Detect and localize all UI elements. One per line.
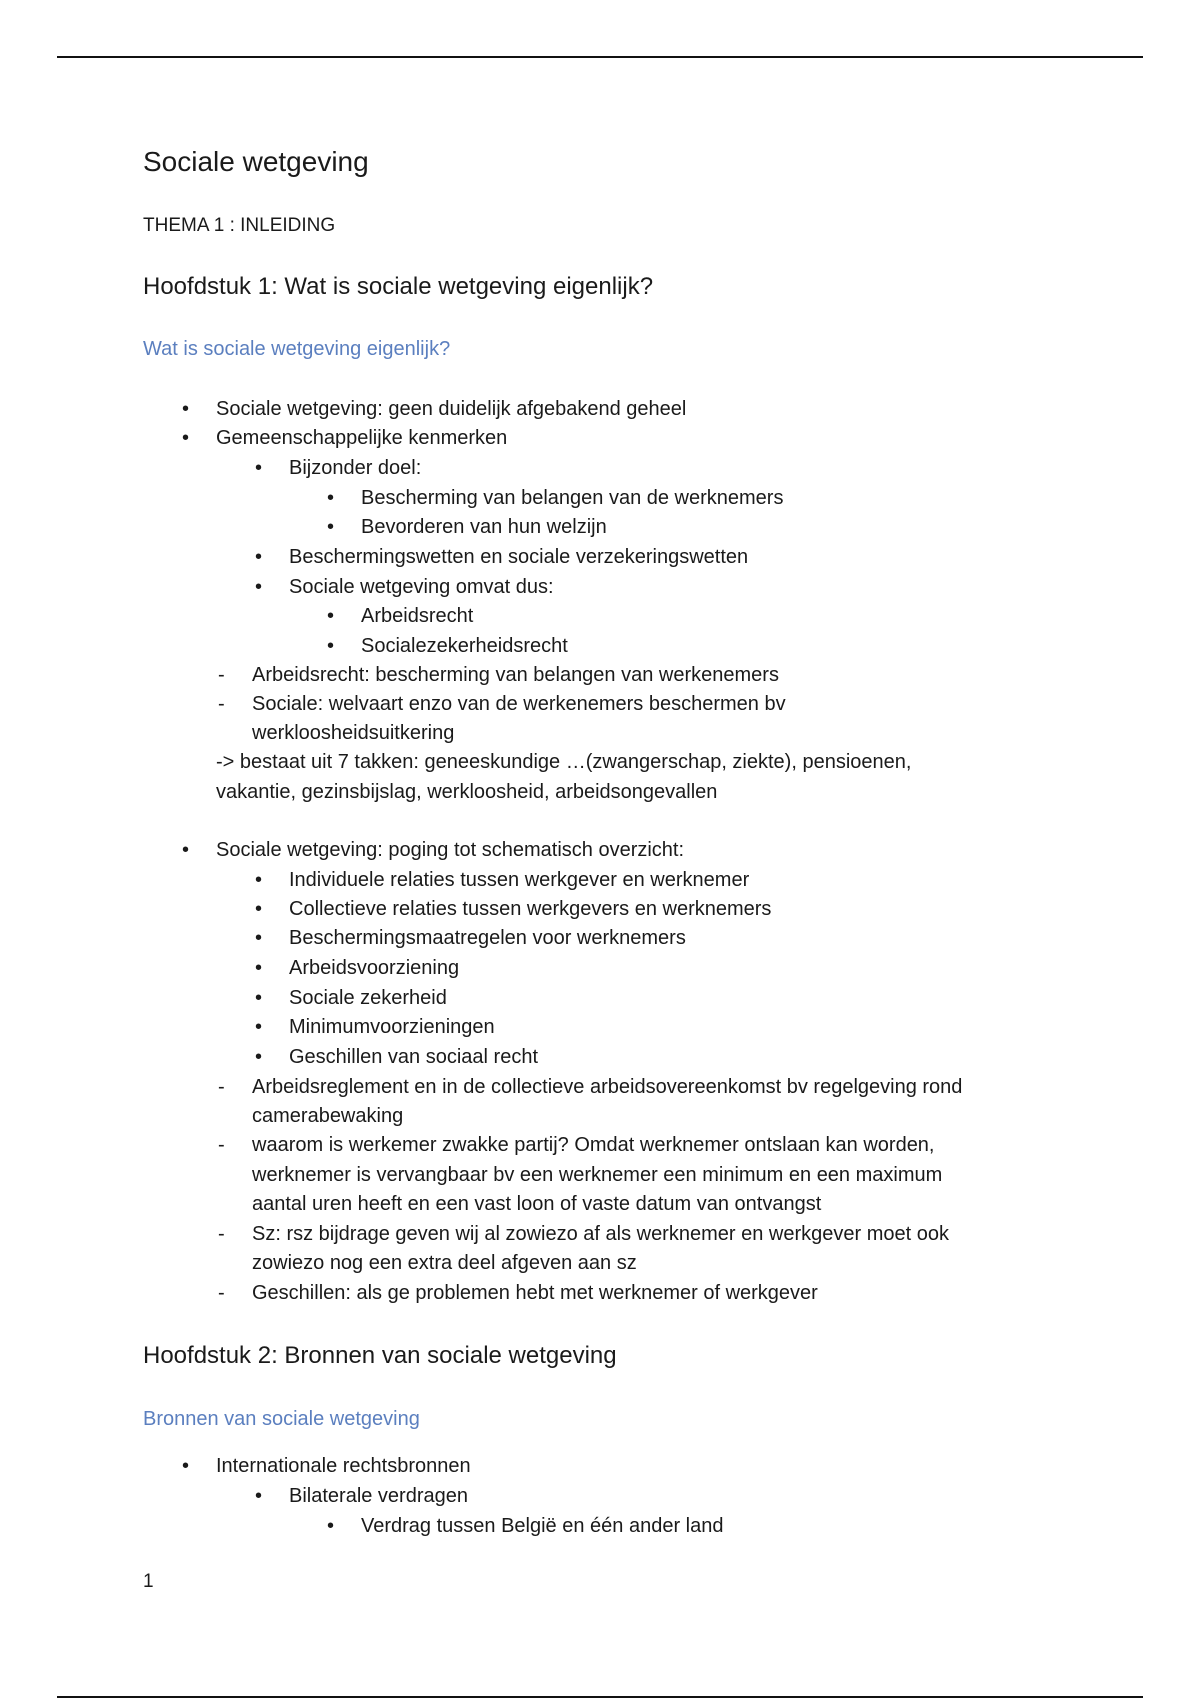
chapter1-list-item: camerabewaking (252, 1105, 404, 1127)
chapter1-list-item: -> bestaat uit 7 takken: geneeskundige …(zwangerschap, ziekte), pensioenen, (216, 751, 912, 773)
bullet-marker: • (255, 1046, 263, 1068)
bullet-marker: • (327, 605, 335, 627)
bullet-marker: • (255, 1016, 263, 1038)
bullet-marker: • (255, 987, 263, 1009)
document-title: Sociale wetgeving (143, 146, 369, 177)
bullet-marker: • (255, 957, 263, 979)
chapter2-list-item: Verdrag tussen België en één ander land (361, 1515, 724, 1537)
bullet-marker: - (218, 1076, 225, 1098)
chapter1-list-item: Sociale: welvaart enzo van de werkenemers beschermen bv (252, 693, 786, 715)
chapter2-heading: Hoofdstuk 2: Bronnen van sociale wetgeving (143, 1342, 617, 1369)
chapter1-list-item: Arbeidsvoorziening (289, 957, 460, 979)
chapter1-list-item: Minimumvoorzieningen (289, 1016, 495, 1038)
chapter1-list-item: Sociale wetgeving: poging tot schematisch overzicht: (216, 839, 685, 861)
chapter1-list-item: Collectieve relaties tussen werkgevers en werknemers (289, 898, 772, 920)
chapter1-list-item: waarom is werkemer zwakke partij? Omdat werknemer ontslaan kan worden, (252, 1134, 935, 1156)
chapter1-list-item: Gemeenschappelijke kenmerken (216, 427, 508, 449)
chapter1-list-item: Arbeidsreglement en in de collectieve arbeidsovereenkomst bv regelgeving rond (252, 1076, 963, 1098)
chapter1-list-item: Arbeidsrecht: bescherming van belangen van werkenemers (252, 664, 779, 686)
chapter2-list-item: Internationale rechtsbronnen (216, 1455, 471, 1477)
bullet-marker: • (255, 898, 263, 920)
bullet-marker: • (255, 576, 263, 598)
chapter1-list-item: vakantie, gezinsbijslag, werkloosheid, arbeidsongevallen (216, 781, 718, 803)
chapter1-list-item: Individuele relaties tussen werkgever en werknemer (289, 869, 750, 891)
chapter2-list-item: Bilaterale verdragen (289, 1485, 468, 1507)
bullet-marker: • (255, 546, 263, 568)
bullet-marker: - (218, 664, 225, 686)
bullet-marker: • (255, 457, 263, 479)
bullet-marker: - (218, 693, 225, 715)
chapter1-list-item: Beschermingswetten en sociale verzekeringswetten (289, 546, 749, 568)
bullet-marker: • (255, 869, 263, 891)
chapter1-list-item: zowiezo nog een extra deel afgeven aan sz (252, 1252, 637, 1274)
chapter1-list-item: Sociale zekerheid (289, 987, 447, 1009)
chapter1-list-item: Bevorderen van hun welzijn (361, 516, 607, 538)
chapter1-heading: Hoofdstuk 1: Wat is sociale wetgeving eigenlijk? (143, 273, 654, 300)
page-number: 1 (143, 1571, 154, 1592)
chapter1-list-item: aantal uren heeft en een vast loon of vaste datum van ontvangst (252, 1193, 822, 1215)
header-rule (57, 56, 1143, 58)
bullet-marker: - (218, 1134, 225, 1156)
bullet-marker: - (218, 1282, 225, 1304)
bullet-marker: • (327, 516, 335, 538)
chapter1-list-item: Bijzonder doel: (289, 457, 422, 479)
footer-rule (57, 1696, 1143, 1698)
chapter1-list-item: Sociale wetgeving: geen duidelijk afgebakend geheel (216, 398, 687, 420)
bullet-marker: - (218, 1223, 225, 1245)
chapter1-list-item: Sociale wetgeving omvat dus: (289, 576, 554, 598)
chapter1-subheading: Wat is sociale wetgeving eigenlijk? (143, 338, 451, 360)
bullet-marker: • (255, 927, 263, 949)
chapter1-list-item: Arbeidsrecht (361, 605, 474, 627)
chapter1-list-item: Bescherming van belangen van de werknemers (361, 487, 784, 509)
bullet-marker: • (182, 398, 190, 420)
chapter2-subheading: Bronnen van sociale wetgeving (143, 1408, 420, 1430)
bullet-marker: • (327, 1515, 335, 1537)
chapter1-list-item: Sz: rsz bijdrage geven wij al zowiezo af als werknemer en werkgever moet ook (252, 1223, 949, 1245)
chapter1-list-item: Geschillen van sociaal recht (289, 1046, 539, 1068)
chapter1-list-item: Beschermingsmaatregelen voor werknemers (289, 927, 686, 949)
theme-label: THEMA 1 : INLEIDING (143, 215, 336, 236)
chapter1-list-item: werknemer is vervangbaar bv een werknemer een minimum en een maximum (252, 1164, 943, 1186)
chapter1-list-item: Socialezekerheidsrecht (361, 635, 568, 657)
chapter1-list-item: Geschillen: als ge problemen hebt met werknemer of werkgever (252, 1282, 818, 1304)
chapter1-list-item: werkloosheidsuitkering (252, 722, 455, 744)
bullet-marker: • (182, 1455, 190, 1477)
bullet-marker: • (255, 1485, 263, 1507)
bullet-marker: • (182, 839, 190, 861)
bullet-marker: • (327, 487, 335, 509)
bullet-marker: • (327, 635, 335, 657)
bullet-marker: • (182, 427, 190, 449)
